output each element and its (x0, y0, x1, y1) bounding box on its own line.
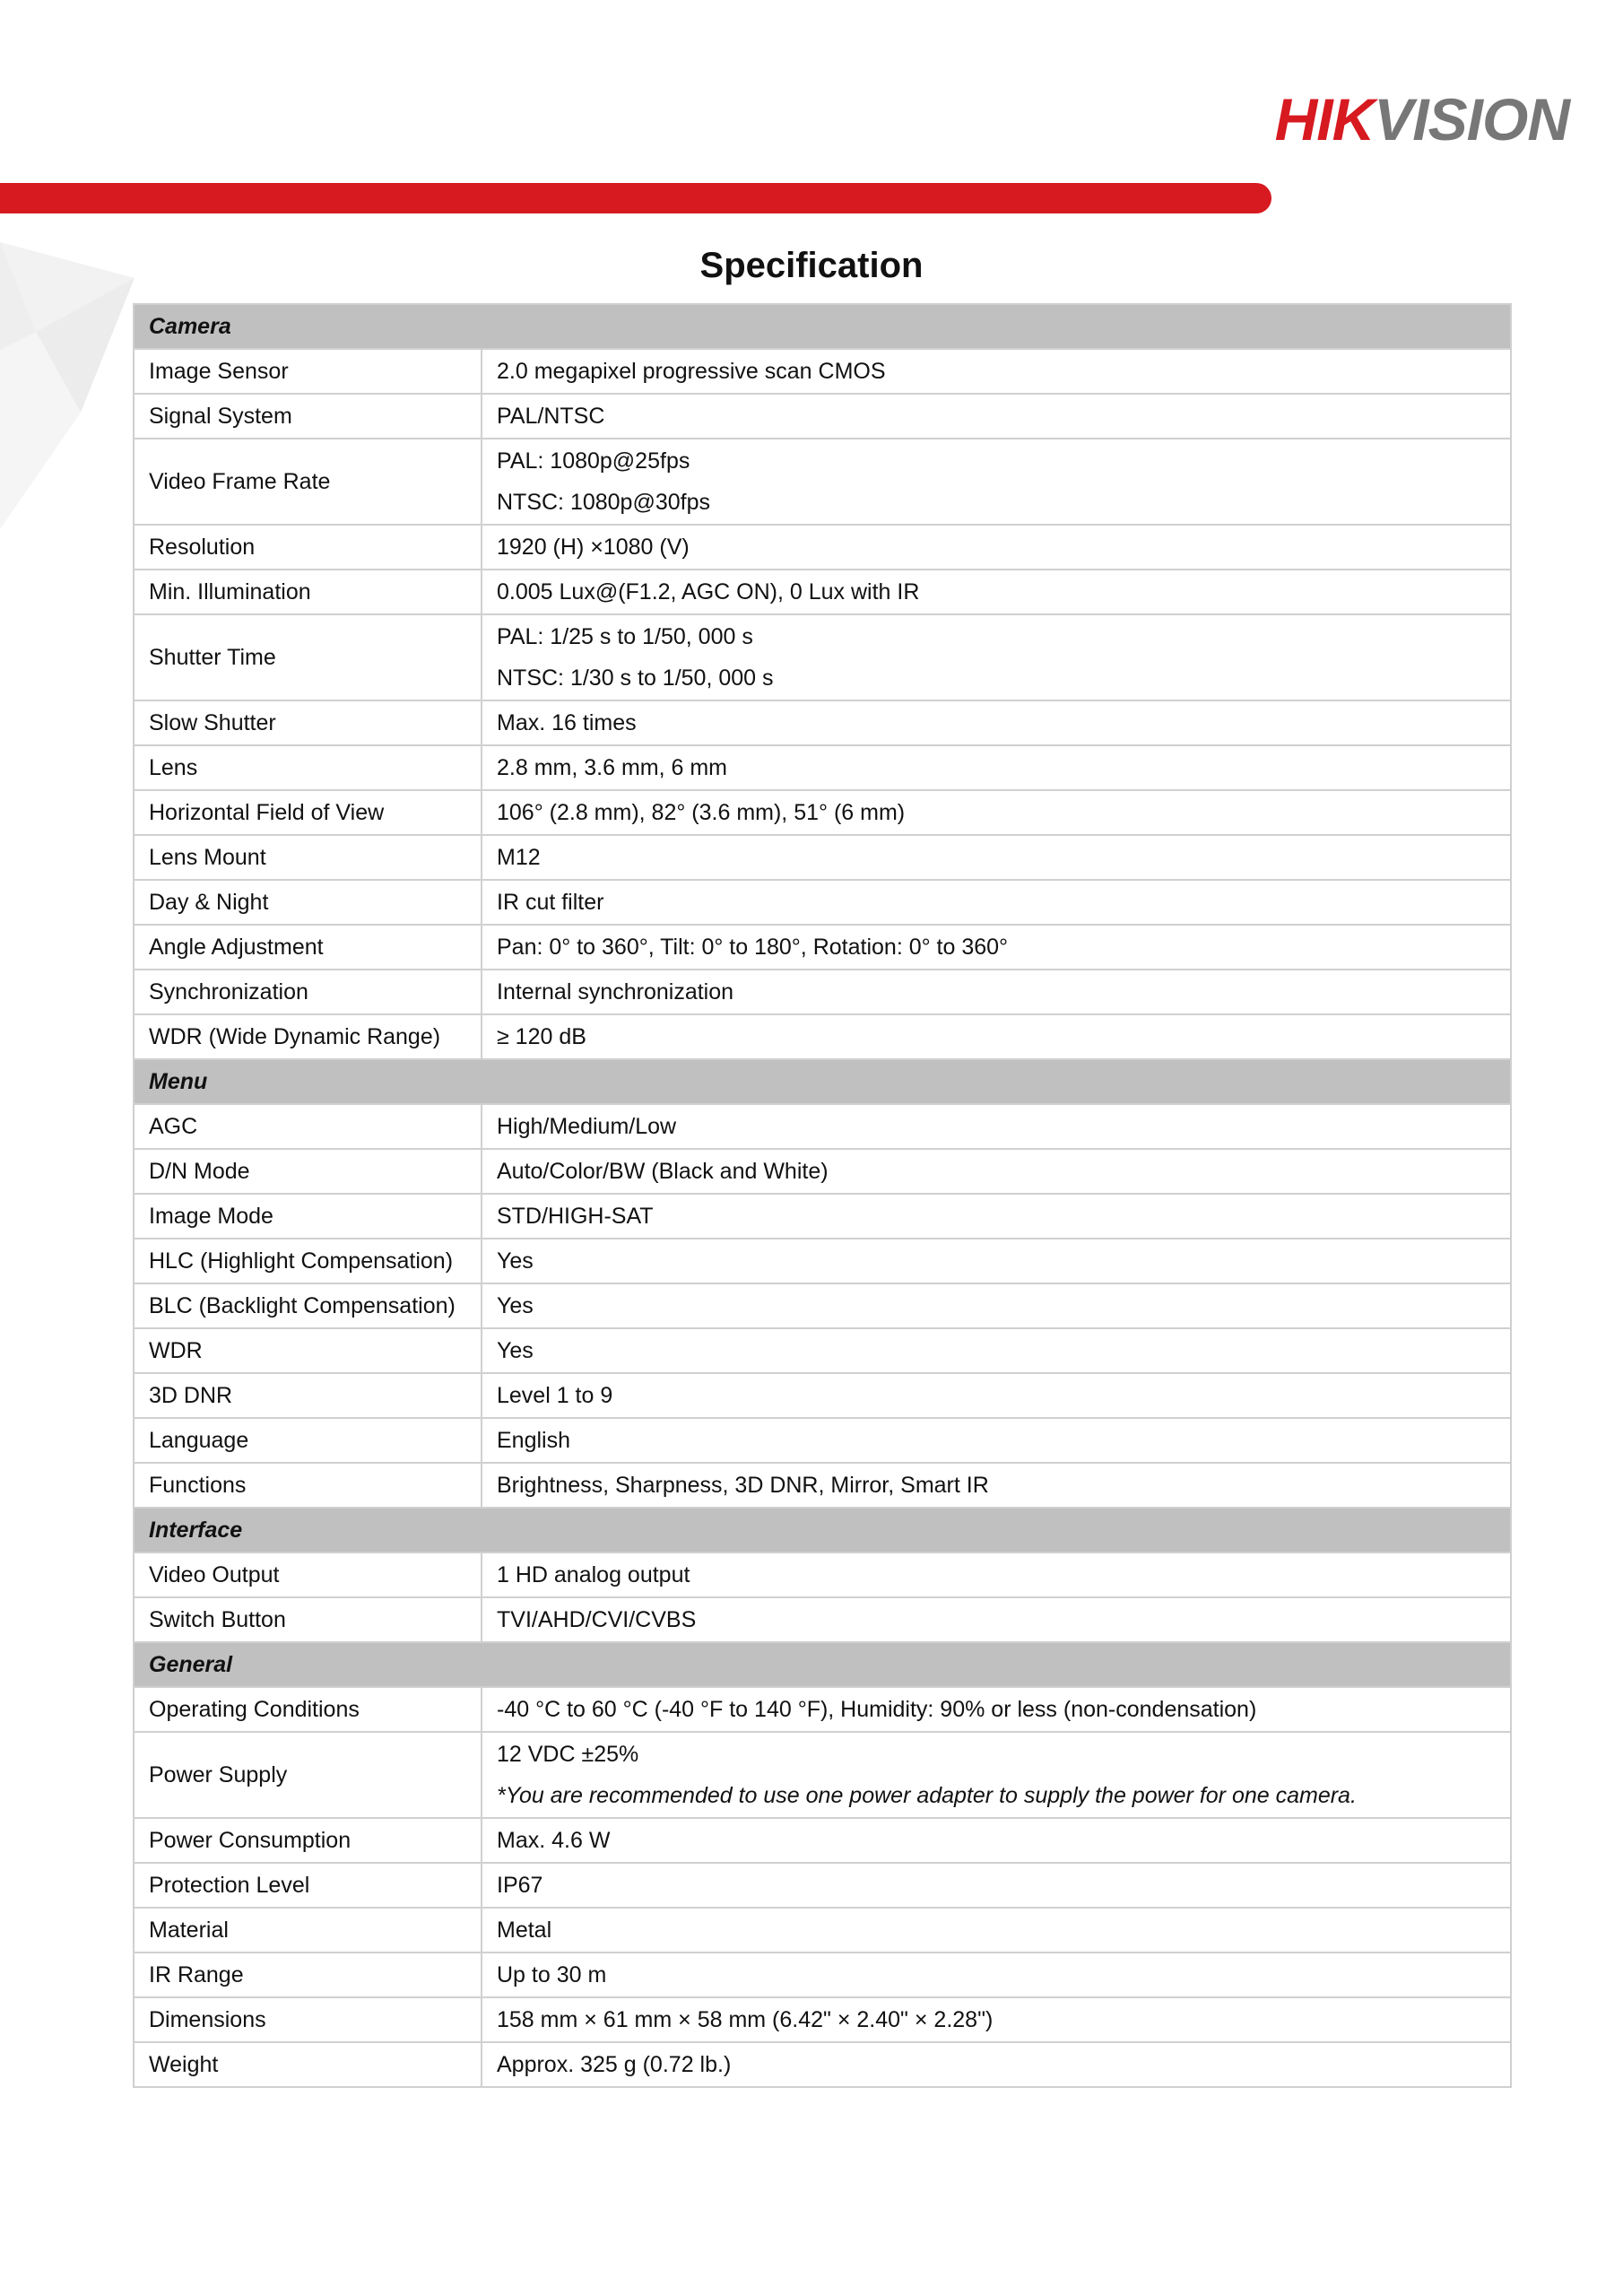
spec-label: Horizontal Field of View (134, 790, 482, 835)
section-title: Menu (134, 1059, 1511, 1104)
spec-value: 1920 (H) ×1080 (V) (497, 535, 690, 560)
specification-table (133, 303, 1512, 2088)
spec-value-cell (482, 525, 1511, 570)
spec-value: ≥ 120 dB (497, 1024, 586, 1049)
section-header-general (134, 1642, 1511, 1687)
spec-row (134, 1194, 1511, 1239)
hikvision-logo (1246, 88, 1569, 151)
spec-label: AGC (134, 1104, 482, 1149)
spec-row (134, 1732, 1511, 1818)
spec-label: Min. Illumination (134, 570, 482, 614)
section-title: Camera (134, 304, 1511, 349)
spec-value: Yes (497, 1338, 534, 1363)
spec-label: Power Consumption (134, 1818, 482, 1863)
spec-label: WDR (134, 1328, 482, 1373)
spec-value: Internal synchronization (497, 979, 734, 1004)
spec-value: Level 1 to 9 (497, 1383, 613, 1408)
spec-label: Video Output (134, 1552, 482, 1597)
spec-value-cell (482, 880, 1511, 925)
spec-value-cell (482, 700, 1511, 745)
spec-row (134, 614, 1511, 700)
spec-row (134, 970, 1511, 1014)
spec-value-cell (482, 439, 1511, 525)
spec-row (134, 1283, 1511, 1328)
specification-table-body (134, 304, 1511, 2087)
spec-value-cell (482, 1597, 1511, 1642)
spec-label: IR Range (134, 1952, 482, 1997)
spec-value-cell (482, 1463, 1511, 1508)
spec-label: Operating Conditions (134, 1687, 482, 1732)
spec-row (134, 1687, 1511, 1732)
spec-row (134, 1463, 1511, 1508)
spec-value: 106° (2.8 mm), 82° (3.6 mm), 51° (6 mm) (497, 800, 906, 825)
spec-row (134, 1997, 1511, 2042)
spec-value: 0.005 Lux@(F1.2, AGC ON), 0 Lux with IR (497, 579, 920, 604)
spec-row (134, 439, 1511, 525)
spec-value-cell (482, 1687, 1511, 1732)
spec-value: STD/HIGH-SAT (497, 1204, 654, 1229)
spec-value-cell (482, 1373, 1511, 1418)
spec-value: IP67 (497, 1873, 543, 1898)
spec-value: PAL/NTSC (497, 404, 605, 429)
spec-value: Yes (497, 1293, 534, 1318)
spec-label: Video Frame Rate (134, 439, 482, 525)
spec-label: Day & Night (134, 880, 482, 925)
spec-label: Angle Adjustment (134, 925, 482, 970)
spec-value: Yes (497, 1248, 534, 1274)
spec-value-cell (482, 1194, 1511, 1239)
section-header-interface (134, 1508, 1511, 1552)
spec-value: PAL: 1080p@25fps (497, 448, 690, 474)
spec-value-cell (482, 1104, 1511, 1149)
spec-value-cell (482, 1328, 1511, 1373)
spec-value-cell (482, 745, 1511, 790)
spec-row (134, 880, 1511, 925)
spec-row (134, 700, 1511, 745)
spec-row (134, 1597, 1511, 1642)
spec-value: Approx. 325 g (0.72 lb.) (497, 2052, 732, 2077)
spec-value-cell (482, 2042, 1511, 2087)
spec-value-cell (482, 970, 1511, 1014)
spec-label: 3D DNR (134, 1373, 482, 1418)
spec-label: HLC (Highlight Compensation) (134, 1239, 482, 1283)
spec-note: *You are recommended to use one power adapter to supply the power for one camera. (497, 1783, 1357, 1808)
spec-value-cell (482, 835, 1511, 880)
spec-value-cell (482, 1239, 1511, 1283)
spec-value-cell (482, 1732, 1511, 1818)
spec-value-cell (482, 394, 1511, 439)
spec-row (134, 525, 1511, 570)
spec-row (134, 394, 1511, 439)
section-title: Interface (134, 1508, 1511, 1552)
spec-value: 12 VDC ±25% (497, 1742, 639, 1767)
spec-value: 1 HD analog output (497, 1562, 690, 1587)
spec-value: IR cut filter (497, 890, 604, 915)
spec-row (134, 790, 1511, 835)
spec-label: Protection Level (134, 1863, 482, 1908)
spec-row (134, 925, 1511, 970)
spec-row (134, 1418, 1511, 1463)
spec-value: TVI/AHD/CVI/CVBS (497, 1607, 697, 1632)
spec-label: Dimensions (134, 1997, 482, 2042)
spec-row (134, 1952, 1511, 1997)
spec-label: Functions (134, 1463, 482, 1508)
spec-row (134, 1552, 1511, 1597)
spec-value: 158 mm × 61 mm × 58 mm (6.42" × 2.40" × 2.28") (497, 2007, 994, 2032)
spec-value: NTSC: 1/30 s to 1/50, 000 s (497, 665, 774, 691)
spec-label: Signal System (134, 394, 482, 439)
spec-value-cell (482, 790, 1511, 835)
spec-row (134, 1908, 1511, 1952)
logo-red-text: HIK (1274, 86, 1375, 152)
spec-value: Pan: 0° to 360°, Tilt: 0° to 180°, Rotation: 0° to 360° (497, 935, 1009, 960)
spec-value: -40 °C to 60 °C (-40 °F to 140 °F), Humidity: 90% or less (non-condensation) (497, 1697, 1257, 1722)
spec-value-cell (482, 1283, 1511, 1328)
spec-label: Power Supply (134, 1732, 482, 1818)
spec-value-cell (482, 349, 1511, 394)
spec-value: Brightness, Sharpness, 3D DNR, Mirror, Smart IR (497, 1473, 989, 1498)
spec-value: Metal (497, 1918, 552, 1943)
spec-row (134, 745, 1511, 790)
spec-value: Max. 4.6 W (497, 1828, 611, 1853)
spec-value-cell (482, 1552, 1511, 1597)
spec-value: High/Medium/Low (497, 1114, 677, 1139)
spec-value: Auto/Color/BW (Black and White) (497, 1159, 829, 1184)
spec-value-cell (482, 1863, 1511, 1908)
spec-value-cell (482, 1908, 1511, 1952)
spec-value: NTSC: 1080p@30fps (497, 490, 711, 515)
spec-label: Image Mode (134, 1194, 482, 1239)
spec-value-cell (482, 614, 1511, 700)
spec-row (134, 1328, 1511, 1373)
spec-row (134, 1104, 1511, 1149)
spec-row (134, 1014, 1511, 1059)
spec-value-cell (482, 1418, 1511, 1463)
spec-row (134, 1239, 1511, 1283)
spec-label: Image Sensor (134, 349, 482, 394)
spec-label: Material (134, 1908, 482, 1952)
spec-label: Slow Shutter (134, 700, 482, 745)
spec-row (134, 570, 1511, 614)
spec-row (134, 835, 1511, 880)
spec-label: Language (134, 1418, 482, 1463)
section-header-camera (134, 304, 1511, 349)
spec-row (134, 2042, 1511, 2087)
spec-value-cell (482, 1952, 1511, 1997)
spec-value-cell (482, 925, 1511, 970)
spec-value: PAL: 1/25 s to 1/50, 000 s (497, 624, 753, 649)
spec-value: 2.8 mm, 3.6 mm, 6 mm (497, 755, 727, 780)
spec-value-cell (482, 1014, 1511, 1059)
page-title: Specification (699, 246, 924, 285)
spec-label: WDR (Wide Dynamic Range) (134, 1014, 482, 1059)
spec-row (134, 1863, 1511, 1908)
spec-value-cell (482, 1818, 1511, 1863)
spec-value: English (497, 1428, 570, 1453)
spec-label: Weight (134, 2042, 482, 2087)
logo-gray-text: VISION (1374, 86, 1569, 152)
spec-label: Lens Mount (134, 835, 482, 880)
spec-label: BLC (Backlight Compensation) (134, 1283, 482, 1328)
spec-label: Resolution (134, 525, 482, 570)
spec-row (134, 1149, 1511, 1194)
spec-value: Max. 16 times (497, 710, 637, 735)
spec-value-cell (482, 1149, 1511, 1194)
spec-value: Up to 30 m (497, 1962, 607, 1987)
section-title: General (134, 1642, 1511, 1687)
spec-row (134, 349, 1511, 394)
spec-label: Lens (134, 745, 482, 790)
spec-label: D/N Mode (134, 1149, 482, 1194)
header-red-bar (0, 183, 1271, 213)
spec-row (134, 1373, 1511, 1418)
spec-value: 2.0 megapixel progressive scan CMOS (497, 359, 886, 384)
spec-label: Synchronization (134, 970, 482, 1014)
section-header-menu (134, 1059, 1511, 1104)
spec-label: Shutter Time (134, 614, 482, 700)
spec-value: M12 (497, 845, 541, 870)
spec-label: Switch Button (134, 1597, 482, 1642)
spec-value-cell (482, 1997, 1511, 2042)
spec-row (134, 1818, 1511, 1863)
spec-value-cell (482, 570, 1511, 614)
